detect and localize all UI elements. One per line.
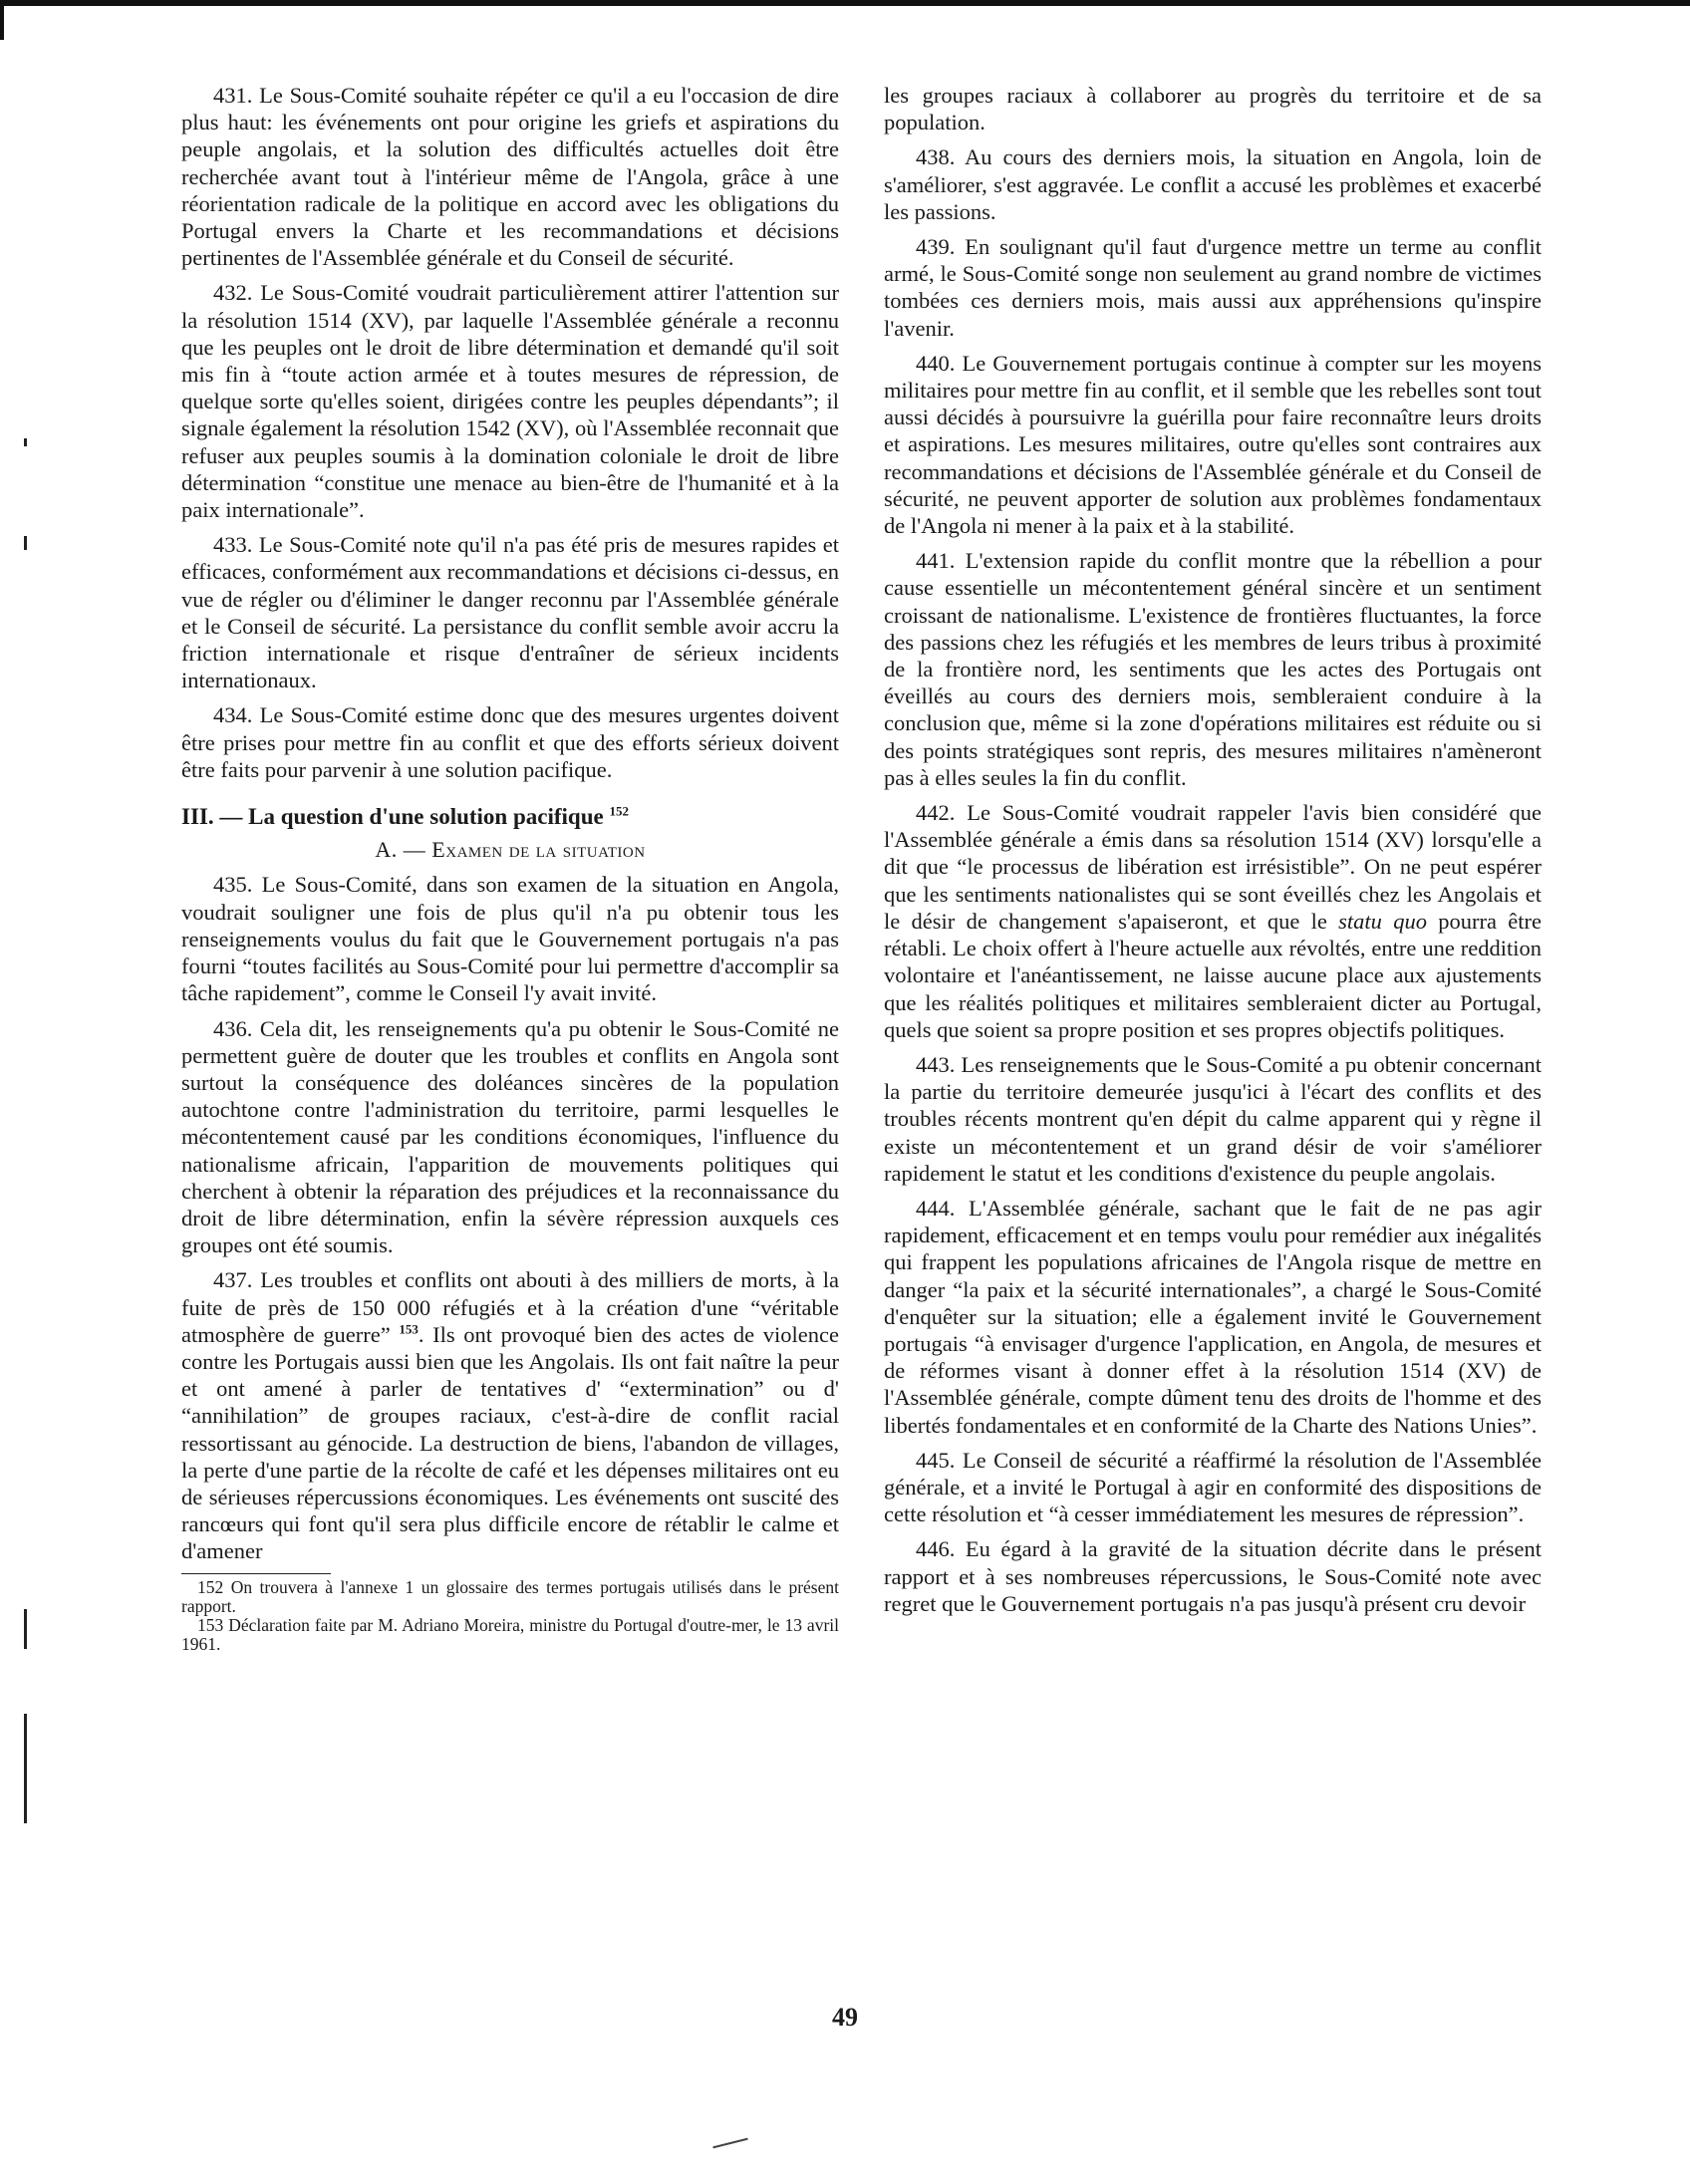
paragraph-437-text-b: . Ils ont provoqué bien des actes de violence contre les Portugais aussi bien que les Angolais. Ils ont fait naître la peur et ont amené à parler de tentatives d' “extermination” ou d' “annihilation” de groupes raciaux, c'est-à-dire de conflit racial ressortissant au génocide. La destruction de biens, l'abandon de villages, la perte d'une partie de la récolte de café et les dépenses militaires ont eu de sérieuses répercussions économiques. Les événements ont suscité des rancœurs qui font qu'il sera plus difficile encore de rétablir le calme et d'amener bbox=[181, 1321, 839, 1564]
paragraph-446: 446. Eu égard à la gravité de la situation décrite dans le présent rapport et à ses nombreuses répercussions, le Sous-Comité note avec regret que le Gouvernement portugais n'a pas jusqu'à présent cru devoir bbox=[884, 1536, 1542, 1616]
subsection-heading: A. — Examen de la situation bbox=[375, 837, 646, 863]
paragraph-433: 433. Le Sous-Comité note qu'il n'a pas été pris de mesures rapides et efficaces, conformément aux recommandations et décisions ci-dessus, en vue de régler ou d'éliminer le danger reconnu par l'Assemblée générale et le Conseil de sécurité. La persistance du conflit semble avoir accru la friction internationale et risque d'entraîner de sérieux incidents internationaux. bbox=[181, 532, 839, 693]
right-column bbox=[884, 82, 1542, 1625]
paragraph-438: 438. Au cours des derniers mois, la situation en Angola, loin de s'améliorer, s'est aggravée. Le conflit a accusé les problèmes et exacerbé les passions. bbox=[884, 144, 1542, 224]
footnote-divider bbox=[181, 1573, 331, 1574]
margin-mark bbox=[24, 1609, 27, 1649]
paragraph-444: 444. L'Assemblée générale, sachant que le fait de ne pas agir rapidement, efficacement et en temps voulu pour remédier aux inégalités qui frappent les populations africaines de l'Angola risque de mettre en danger “la paix et la sécurité internationales”, a chargé le Sous-Comité d'enquêter sur la situation; elle a également invité le Gouvernement portugais “à envisager d'urgence l'application, en Angola, de mesures et de réformes visant à donner effet à la résolution 1514 (XV) de l'Assemblée générale, compte dûment tenu des droits de l'homme et des libertés fondamentales et en conformité de la Charte des Nations Unies”. bbox=[884, 1195, 1542, 1438]
margin-mark bbox=[24, 1714, 27, 1823]
margin-mark bbox=[24, 438, 27, 446]
paragraph-443: 443. Les renseignements que le Sous-Comité a pu obtenir concernant la partie du territoire demeurée jusqu'ici à l'écart des conflits et des troubles récents montrent qu'en dépit du calme apparent qui y règne il existe un mécontentement et un grand désir de voir s'améliorer rapidement le statut et les conditions d'existence du peuple angolais. bbox=[884, 1051, 1542, 1186]
paragraph-440: 440. Le Gouvernement portugais continue à compter sur les moyens militaires pour mettre fin au conflit, et il semble que les rebelles sont tout aussi décidés à poursuivre la guérilla pour faire reconnaître leurs droits et aspirations. Les mesures militaires, outre qu'elles sont contraires aux recommandations et décisions de l'Assemblée générale et du Conseil de sécurité, ne peuvent apporter de solution aux problèmes fondamentaux de l'Angola ni mener à la paix et à la stabilité. bbox=[884, 350, 1542, 539]
paragraph-437 bbox=[181, 1266, 839, 1564]
paragraph-442 bbox=[884, 799, 1542, 1043]
paragraph-439: 439. En soulignant qu'il faut d'urgence mettre un terme au conflit armé, le Sous-Comité songe non seulement au grand nombre de victimes tombées ces derniers mois, mais aussi aux appréhensions qu'inspire l'avenir. bbox=[884, 234, 1542, 341]
paragraph-432: 432. Le Sous-Comité voudrait particulièrement attirer l'attention sur la résolution 1514 (XV), par laquelle l'Assemblée générale a reconnu que les peuples ont le droit de libre détermination et demandé qu'il soit mis fin à “toute action armée et à toutes mesures de répression, de quelque sorte qu'elles soient, dirigées contre les peuples dépendants”; il signale également la résolution 1542 (XV), où l'Assemblée reconnait que refuser aux peuples soumis à la domination coloniale le droit de libre détermination “constitue une menace au bien-être de l'humanité et à la paix internationale”. bbox=[181, 280, 839, 523]
paragraph-436: 436. Cela dit, les renseignements qu'a pu obtenir le Sous-Comité ne permettent guère de douter que les troubles et conflits en Angola sont surtout la conséquence des doléances sincères de la population autochtone contre l'administration du territoire, parmi lesquelles le mécontentement causé par les conditions économiques, l'influence du nationalisme africain, l'apparition de mouvements politiques qui cherchent à obtenir la réparation des préjudices et la reconnaissance du droit de libre détermination, enfin la sévère répression auxquels ces groupes ont été soumis. bbox=[181, 1015, 839, 1258]
section-heading bbox=[181, 803, 839, 830]
paragraph-434: 434. Le Sous-Comité estime donc que des mesures urgentes doivent être prises pour mettre fin au conflit et que des efforts sérieux doivent être faits pour parvenir à une solution pacifique. bbox=[181, 702, 839, 782]
footnote-ref-152: 152 bbox=[609, 803, 629, 819]
page-corner-mark bbox=[0, 0, 4, 40]
paragraph-441: 441. L'extension rapide du conflit montre que la rébellion a pour cause essentielle un mécontentement général sincère et un sentiment croissant de nationalisme. L'existence de frontières fluctuantes, la force des passions chez les réfugiés et les membres de leurs tribus à proximité de la frontière nord, les sentiments que les actes des Portugais ont éveillés au cours des derniers mois, sembleraient conduire à la conclusion que, même si la zone d'opérations militaires est réduite ou si des points stratégiques sont repris, des mesures militaires n'amèneront pas à elles seules la fin du conflit. bbox=[884, 548, 1542, 790]
left-column bbox=[181, 82, 839, 1654]
paragraph-442-text-a: 442. Le Sous-Comité voudrait rappeler l'avis bien considéré que l'Assemblée générale a émis dans sa résolution 1514 (XV) lorsqu'elle a dit que “le processus de libération est irrésistible”. On ne peut espérer que les sentiments nationalistes qui se sont éveillés chez les Angolais et le désir de changement s'apaiseront, et que le bbox=[884, 800, 1542, 934]
paragraph-435: 435. Le Sous-Comité, dans son examen de la situation en Angola, voudrait souligner une fois de plus qu'il n'a pu obtenir tous les renseignements voulus du fait que le Gouvernement portugais n'a pas fourni “toutes facilités au Sous-Comité pour lui permettre d'accomplir sa tâche rapidement”, comme le Conseil l'y avait invité. bbox=[181, 872, 839, 1006]
paragraph-437-continuation: les groupes raciaux à collaborer au progrès du territoire et de sa population. bbox=[884, 83, 1542, 136]
footnote-153: 153 Déclaration faite par M. Adriano Moreira, ministre du Portugal d'outre-mer, le 13 avril 1961. bbox=[181, 1614, 839, 1654]
footnote-ref-153: 153 bbox=[399, 1321, 419, 1337]
paragraph-437-text-a: 437. Les troubles et conflits ont abouti à des milliers de morts, à la fuite de près de 150 000 réfugiés et à la création d'une “véritable atmosphère de guerre” bbox=[181, 1267, 839, 1347]
section-heading-text: III. — La question d'une solution pacifique bbox=[181, 804, 604, 830]
paragraph-431: 431. Le Sous-Comité souhaite répéter ce qu'il a eu l'occasion de dire plus haut: les événements ont pour origine les griefs et aspirations du peuple angolais, et la solution des difficultés actuelles doit être recherchée avant tout à l'intérieur même de l'Angola, grâce à une réorientation radicale de la politique en accord avec les obligations du Portugal envers la Charte et les recommandations et décisions pertinentes de l'Assemblée générale et du Conseil de sécurité. bbox=[181, 83, 839, 271]
paragraph-445: 445. Le Conseil de sécurité a réaffirmé la résolution de l'Assemblée générale, et a invité le Portugal à agir en conformité des dispositions de cette résolution et “à cesser immédiatement les mesures de répression”. bbox=[884, 1447, 1542, 1527]
stray-ink-mark bbox=[712, 2138, 747, 2149]
footnote-152: 152 On trouvera à l'annexe 1 un glossaire des termes portugais utilisés dans le présent rapport. bbox=[181, 1576, 839, 1616]
page-top-border bbox=[0, 0, 1690, 6]
paragraph-442-italic: statu quo bbox=[1338, 908, 1427, 934]
page-number: 49 bbox=[832, 2003, 858, 2032]
paragraph-442-text-b: pourra être rétabli. Le choix offert à l'heure actuelle aux révoltés, entre une reddition volontaire et l'anéantissement, ne laisse aucune place aux ajustements que les réalités politiques et militaires sembleraient dicter au Portugal, quels que soient sa propre position et ses propres objectifs politiques. bbox=[884, 908, 1542, 1042]
margin-mark bbox=[24, 536, 27, 550]
